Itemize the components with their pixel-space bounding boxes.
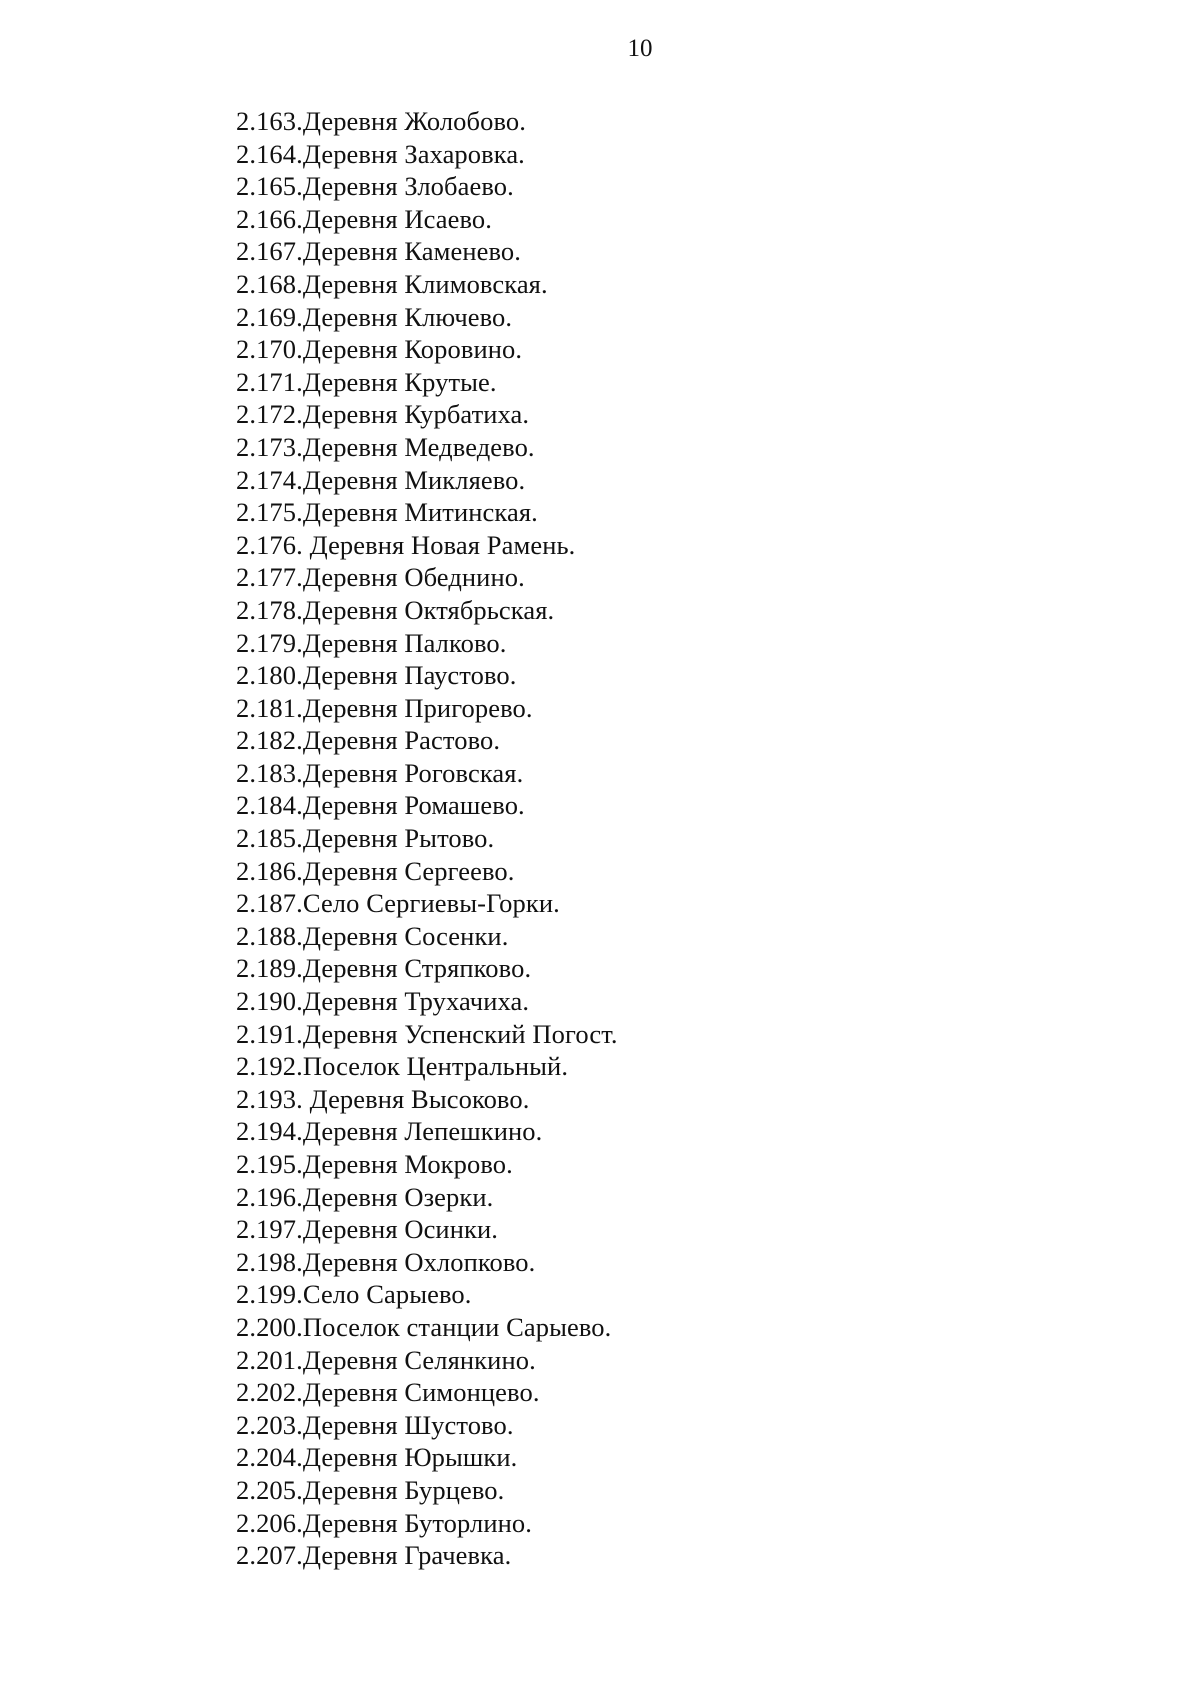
list-item: 2.168.Деревня Климовская. bbox=[236, 268, 548, 299]
list-item: 2.193. Деревня Высоково. bbox=[236, 1083, 530, 1114]
list-item: 2.177.Деревня Обеднино. bbox=[236, 562, 525, 593]
list-item: 2.187.Село Сергиевы-Горки. bbox=[236, 888, 560, 919]
list-item: 2.185.Деревня Рытово. bbox=[236, 823, 495, 854]
list-item: 2.192.Поселок Центральный. bbox=[236, 1051, 569, 1082]
list-item: 2.188.Деревня Сосенки. bbox=[236, 920, 509, 951]
list-item: 2.203.Деревня Шустово. bbox=[236, 1409, 514, 1440]
list-item: 2.175.Деревня Митинская. bbox=[236, 497, 538, 528]
list-item: 2.184.Деревня Ромашево. bbox=[236, 790, 525, 821]
list-item: 2.178.Деревня Октябрьская. bbox=[236, 594, 555, 625]
list-item: 2.170.Деревня Коровино. bbox=[236, 334, 523, 365]
list-item: 2.197.Деревня Осинки. bbox=[236, 1214, 498, 1245]
list-item: 2.194.Деревня Лепешкино. bbox=[236, 1116, 543, 1147]
list-item: 2.173.Деревня Медведево. bbox=[236, 431, 535, 462]
page-number: 10 bbox=[627, 35, 653, 62]
list-item: 2.198.Деревня Охлопково. bbox=[236, 1246, 536, 1277]
list-item: 2.205.Деревня Бурцево. bbox=[236, 1474, 505, 1505]
list-item: 2.206.Деревня Буторлино. bbox=[236, 1507, 532, 1538]
list-item: 2.183.Деревня Роговская. bbox=[236, 757, 524, 788]
list-item: 2.166.Деревня Исаево. bbox=[236, 203, 492, 234]
list-item: 2.171.Деревня Крутые. bbox=[236, 366, 497, 397]
list-item: 2.181.Деревня Пригорево. bbox=[236, 692, 533, 723]
list-item: 2.179.Деревня Палково. bbox=[236, 627, 507, 658]
list-item: 2.180.Деревня Паустово. bbox=[236, 660, 517, 691]
list-item: 2.201.Деревня Селянкино. bbox=[236, 1344, 536, 1375]
list-item: 2.174.Деревня Микляево. bbox=[236, 464, 526, 495]
list-item: 2.182.Деревня Растово. bbox=[236, 725, 501, 756]
list-item: 2.195.Деревня Мокрово. bbox=[236, 1149, 513, 1179]
list-item: 2.163.Деревня Жолобово. bbox=[236, 106, 526, 136]
settlement-list bbox=[236, 105, 618, 1572]
list-item: 2.169.Деревня Ключево. bbox=[236, 301, 513, 332]
list-item: 2.191.Деревня Успенский Погост. bbox=[236, 1018, 618, 1049]
list-item: 2.189.Деревня Стряпково. bbox=[236, 953, 532, 984]
list-item: 2.207.Деревня Грачевка. bbox=[236, 1540, 512, 1571]
list-item: 2.167.Деревня Каменево. bbox=[236, 236, 522, 267]
list-item: 2.186.Деревня Сергеево. bbox=[236, 855, 515, 886]
list-item: 2.165.Деревня Злобаево. bbox=[236, 171, 514, 202]
list-item: 2.199.Село Сарыево. bbox=[236, 1279, 472, 1310]
list-item: 2.204.Деревня Юрышки. bbox=[236, 1442, 518, 1473]
list-item: 2.176. Деревня Новая Рамень. bbox=[236, 529, 576, 560]
list-item: 2.202.Деревня Симонцево. bbox=[236, 1377, 540, 1408]
list-item: 2.172.Деревня Курбатиха. bbox=[236, 399, 530, 430]
list-item: 2.196.Деревня Озерки. bbox=[236, 1181, 494, 1212]
list-item: 2.164.Деревня Захаровка. bbox=[236, 138, 525, 169]
list-item: 2.200.Поселок станции Сарыево. bbox=[236, 1311, 612, 1342]
list-item: 2.190.Деревня Трухачиха. bbox=[236, 986, 530, 1017]
